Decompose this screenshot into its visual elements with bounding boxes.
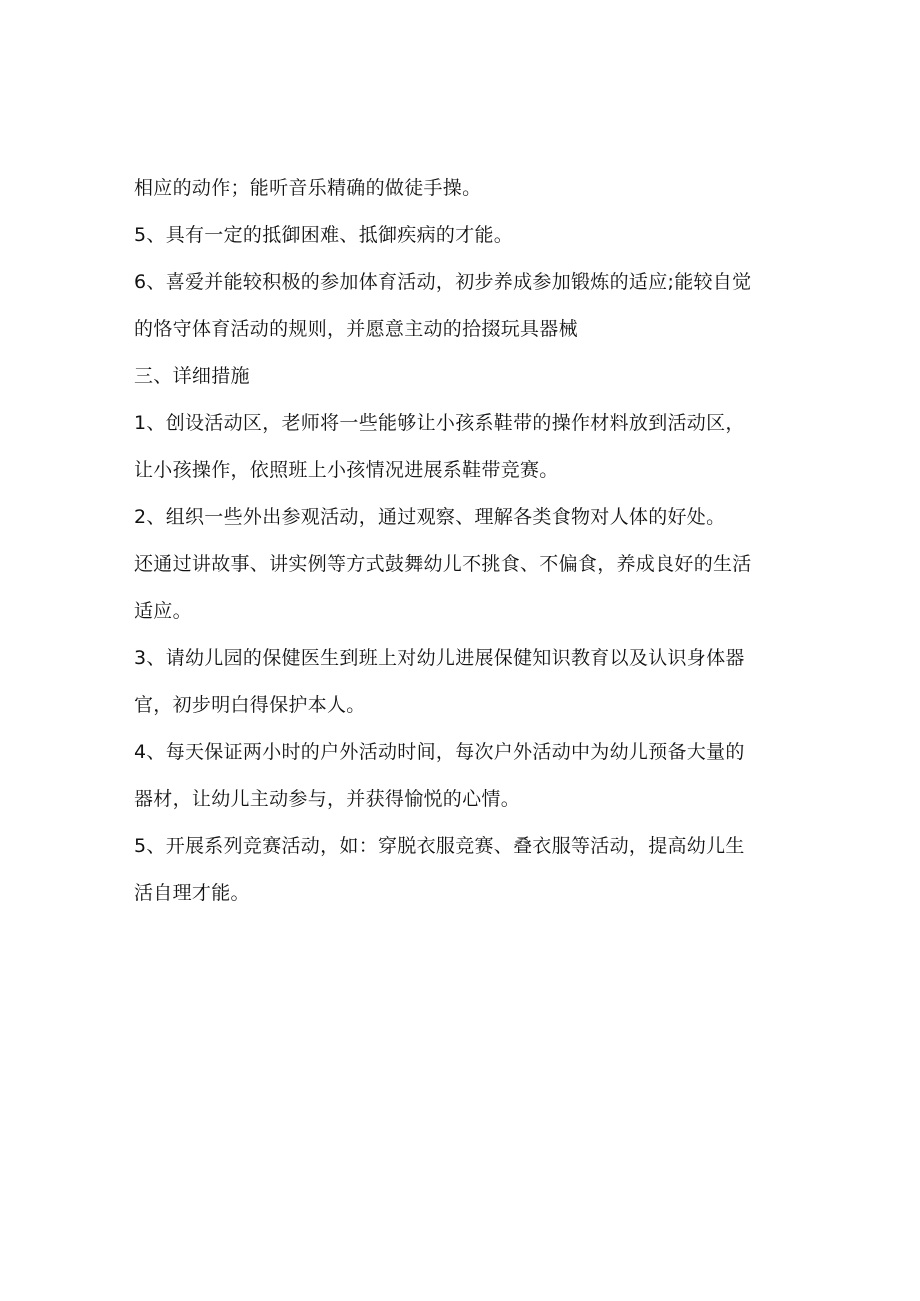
text-line: 三、详细措施	[134, 365, 250, 387]
text-line: 6、喜爱并能较积极的参加体育活动，初步养成参加锻炼的适应;能较自觉	[134, 271, 752, 293]
text-line: 1、创设活动区，老师将一些能够让小孩系鞋带的操作材料放到活动区，	[134, 412, 745, 434]
section-heading-measures	[134, 364, 794, 388]
text-line: 让小孩操作，依照班上小孩情况进展系鞋带竞赛。	[134, 459, 559, 481]
paragraph-goal-6	[134, 270, 794, 341]
text-line: 活自理才能。	[134, 882, 250, 904]
paragraph-measure-5	[134, 834, 794, 905]
text-line: 2、组织一些外出参观活动，通过观察、理解各类食物对人体的好处。	[134, 506, 726, 528]
paragraph-measure-3	[134, 646, 794, 717]
paragraph-measure-4	[134, 740, 794, 811]
text-line: 器材，让幼儿主动参与，并获得愉悦的心情。	[134, 788, 521, 810]
text-line: 还通过讲故事、讲实例等方式鼓舞幼儿不挑食、不偏食，养成良好的生活	[134, 553, 752, 575]
text-line: 的恪守体育活动的规则，并愿意主动的拾掇玩具器械	[134, 318, 578, 340]
text-line: 5、具有一定的抵御困难、抵御疾病的才能。	[134, 224, 514, 246]
paragraph-measure-2	[134, 505, 794, 529]
paragraph-measure-2-continued	[134, 552, 794, 623]
paragraph-measure-1	[134, 411, 794, 482]
text-line: 4、每天保证两小时的户外活动时间，每次户外活动中为幼儿预备大量的	[134, 741, 745, 763]
text-line: 3、请幼儿园的保健医生到班上对幼儿进展保健知识教育以及认识身体器	[134, 647, 745, 669]
paragraph-goal-5	[134, 223, 794, 247]
text-line: 适应。	[134, 600, 192, 622]
document-body	[134, 176, 794, 928]
text-line: 5、开展系列竞赛活动，如：穿脱衣服竞赛、叠衣服等活动，提高幼儿生	[134, 835, 745, 857]
paragraph-actions-continuation	[134, 176, 794, 200]
text-line: 相应的动作；能听音乐精确的做徒手操。	[134, 177, 482, 199]
text-line: 官，初步明白得保护本人。	[134, 694, 366, 716]
